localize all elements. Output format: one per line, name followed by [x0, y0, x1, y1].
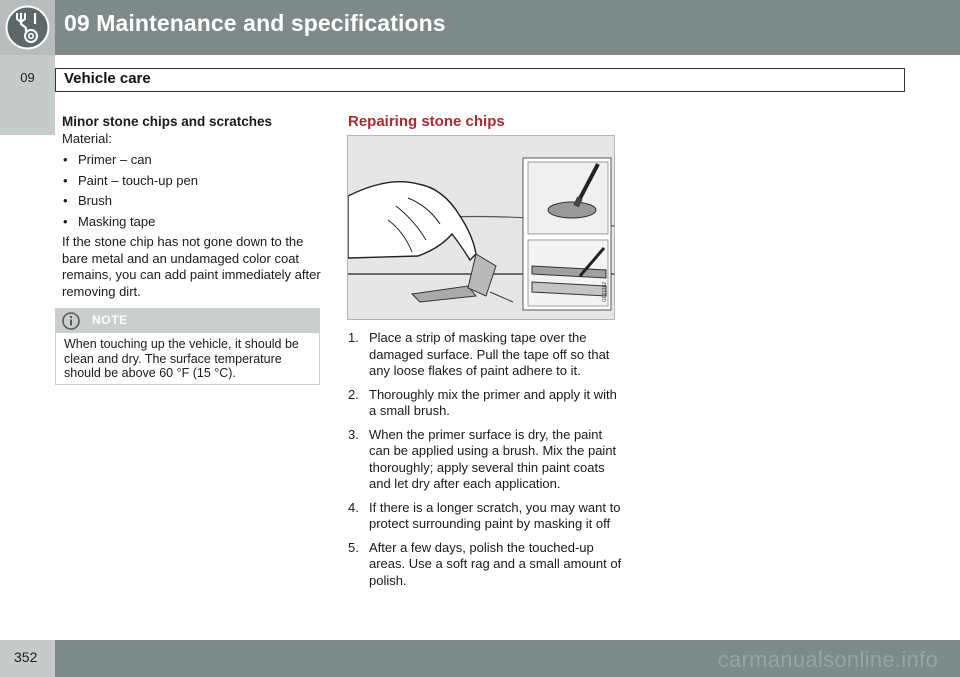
- note-text: When touching up the vehicle, it should be clean and dry. The surface temperature should be above 60 °F (15 °C).: [64, 337, 299, 380]
- section-title: Vehicle care: [64, 70, 151, 87]
- list-item: [348, 330, 623, 380]
- step-text: When the primer surface is dry, the paint can be applied using a brush. Mix the paint thoroughly; apply several thin paint coats and let dry after each application.: [369, 426, 617, 491]
- list-item: [348, 500, 623, 533]
- info-circle-icon: [62, 312, 80, 330]
- list-item: [348, 427, 623, 493]
- materials-list: [62, 152, 322, 230]
- step-text: Thoroughly mix the primer and apply it with a small brush.: [369, 386, 617, 418]
- list-item: [348, 540, 623, 590]
- section-bar: [55, 68, 905, 92]
- list-item: • Masking tape: [62, 214, 322, 231]
- watermark: carmanualsonline.info: [717, 647, 938, 672]
- wrench-gear-icon: [4, 4, 51, 51]
- minor-chips-heading: Minor stone chips and scratches: [62, 114, 273, 129]
- list-item: • Paint – touch-up pen: [62, 173, 322, 190]
- illustration-code: G021152: [602, 281, 608, 302]
- step-text: If there is a longer scratch, you may want to protect surrounding paint by masking it off: [369, 499, 621, 531]
- material-label: Material:: [62, 130, 112, 146]
- step-text: Place a strip of masking tape over the damaged surface. Pull the tape off so that any loose flakes of paint adhere to it.: [369, 330, 610, 378]
- page-number: 352: [14, 649, 38, 665]
- note-header: [56, 309, 319, 333]
- chapter-title: 09 Maintenance and specifications: [64, 10, 446, 36]
- note-label: NOTE: [92, 313, 128, 327]
- note-box: [55, 308, 320, 385]
- chapter-logo: [0, 0, 55, 55]
- repair-illustration-image: [348, 136, 614, 319]
- left-column: [62, 114, 322, 300]
- chapter-number: 09: [20, 70, 35, 85]
- intro-paragraph: If the stone chip has not gone down to the bare metal and an undamaged color coat remains, you can add paint immediately after removing dirt.: [62, 234, 321, 299]
- step-number: 1.: [348, 330, 359, 345]
- list-item: • Brush: [62, 193, 322, 210]
- step-number: 2.: [348, 386, 359, 402]
- list-item: • Primer – can: [62, 152, 322, 169]
- step-text: After a few days, polish the touched-up areas. Use a soft rag and a small amount of polish.: [369, 539, 622, 588]
- stone-chip-illustration: [347, 135, 615, 320]
- chapter-side-tab: [0, 55, 55, 135]
- list-item: [348, 387, 623, 420]
- step-number: 3.: [348, 426, 359, 442]
- step-number: 4.: [348, 499, 359, 515]
- step-number: 5.: [348, 539, 359, 555]
- repair-steps-list: [348, 330, 623, 596]
- repairing-title: Repairing stone chips: [348, 113, 505, 130]
